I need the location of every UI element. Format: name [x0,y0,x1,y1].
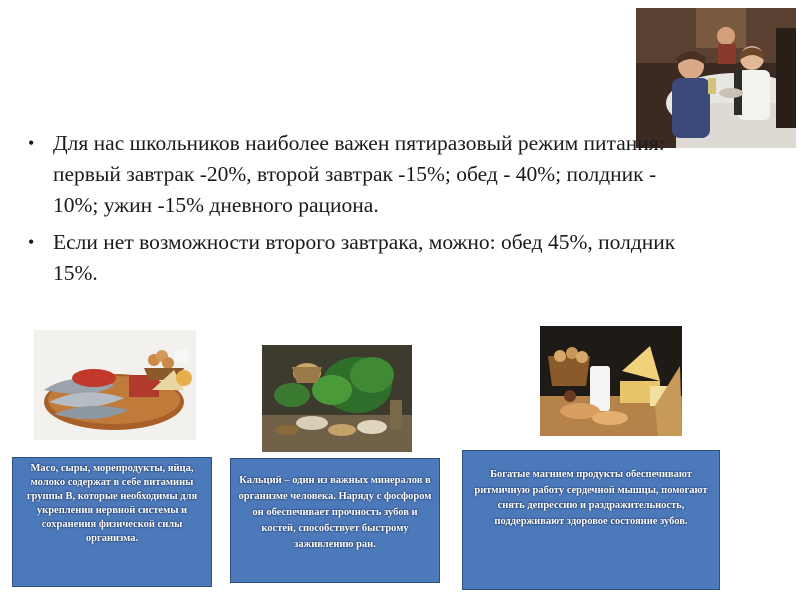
bullet-text: Для нас школьников наиболее важен пятиразовый режим питания: первый завтрак -20%, второй завтрак -15%; обед - 40%; полдник - 10%; ужин -15% дневного рациона. [53,131,665,217]
children-at-table-painting [636,8,796,148]
bullet-marker: • [28,232,35,252]
calcium-info-box: Кальций – один из важных минералов в организме человека. Наряду с фосфором он обеспечивает прочность зубов и костей, способствует быстрому заживлению ран. [230,458,440,583]
bullet-item-alternative [28,227,678,289]
greens-grains-photo [262,345,412,452]
fish-meat-photo [34,330,196,440]
bullet-list [28,128,678,295]
bullet-text: Если нет возможности второго завтрака, можно: обед 45%, полдник 15%. [53,230,676,285]
bullet-item-meal-schedule [28,128,678,221]
bullet-marker: • [28,133,35,153]
cheese-milk-photo [540,326,682,436]
protein-info-box: Масо, сыры, морепродукты, яйца, молоко содержат в себе витамины группы В, которые необходимы для укрепления нервной системы и сохранения физической силы организма. [12,457,212,587]
magnesium-info-box: Богатые магнием продукты обеспечивают ритмичную работу сердечной мышцы, помогают снять депрессию и раздражительность, поддерживают здоровое состояние зубов. [462,450,720,590]
